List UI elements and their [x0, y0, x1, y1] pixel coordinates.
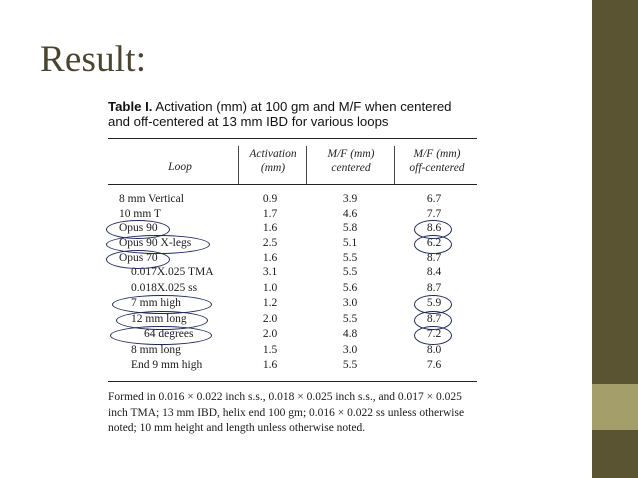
row-activation: 1.6	[262, 359, 278, 371]
row-off-centered: 8.0	[426, 344, 442, 356]
row-loop: 0.017X.025 TMA	[131, 266, 214, 278]
row-activation: 3.1	[262, 266, 278, 278]
table-bottom-rule	[108, 381, 477, 382]
row-off-centered: 7.2	[426, 328, 442, 340]
circle-annotation	[110, 326, 212, 345]
row-off-centered: 8.7	[426, 313, 442, 325]
header-mf-off-centered	[396, 147, 478, 175]
row-off-centered: 7.6	[426, 359, 442, 371]
row-loop: 10 mm T	[119, 208, 161, 220]
row-loop: 8 mm long	[131, 344, 181, 356]
row-activation: 0.9	[262, 193, 278, 205]
row-centered: 3.0	[342, 344, 358, 356]
row-activation: 1.2	[262, 297, 278, 309]
column-divider	[238, 146, 239, 184]
header-mf-centered	[310, 147, 392, 175]
row-loop: Opus 70	[119, 252, 158, 264]
table-caption	[108, 100, 483, 129]
column-divider	[394, 146, 395, 184]
header-mf-off-line2: off-centered	[409, 162, 465, 174]
row-centered: 4.6	[342, 208, 358, 220]
row-centered: 5.5	[342, 359, 358, 371]
table-footnote: Formed in 0.016 × 0.022 inch s.s., 0.018 × 0.025 inch s.s., and 0.017 × 0.025 inch TMA; 13 mm IBD, helix end 100 gm; 0.016 × 0.022 ss unless otherwise noted; 10 mm height and length unless otherwise noted.	[108, 391, 465, 434]
row-off-centered: 6.2	[426, 237, 442, 249]
row-off-centered: 8.4	[426, 266, 442, 278]
slide-sidebar-accent	[592, 384, 638, 430]
row-activation: 1.6	[262, 222, 278, 234]
table-caption-label: Table I.	[108, 99, 153, 114]
header-activation	[240, 147, 306, 175]
header-mf-centered-line2: centered	[331, 162, 371, 174]
row-loop: Opus 90 X-legs	[119, 237, 192, 249]
row-centered: 5.6	[342, 282, 358, 294]
row-activation: 2.5	[262, 237, 278, 249]
row-centered: 5.5	[342, 266, 358, 278]
row-loop: End 9 mm high	[131, 359, 203, 371]
slide-title: Result:	[40, 39, 147, 80]
header-activation-line2: (mm)	[260, 162, 286, 174]
circle-annotation	[414, 235, 452, 254]
column-divider	[306, 146, 307, 184]
header-activation-line1: Activation	[249, 148, 297, 160]
row-centered: 5.5	[342, 313, 358, 325]
row-off-centered: 6.7	[426, 193, 442, 205]
table-header-rule	[108, 184, 477, 185]
row-off-centered: 8.7	[426, 282, 442, 294]
row-loop: 0.018X.025 ss	[131, 282, 198, 294]
header-mf-off-line1: M/F (mm)	[413, 148, 461, 160]
row-loop: 64 degrees	[144, 328, 194, 340]
row-activation: 2.0	[262, 313, 278, 325]
row-off-centered: 8.7	[426, 252, 442, 264]
row-activation: 1.6	[262, 252, 278, 264]
row-centered: 5.1	[342, 237, 358, 249]
row-off-centered: 5.9	[426, 297, 442, 309]
row-loop: 12 mm long	[131, 313, 187, 325]
row-activation: 1.0	[262, 282, 278, 294]
row-activation: 1.5	[262, 344, 278, 356]
header-mf-centered-line1: M/F (mm)	[327, 148, 375, 160]
header-loop: Loop	[168, 161, 192, 173]
row-loop: 8 mm Vertical	[119, 193, 184, 205]
table-caption-line2: and off-centered at 13 mm IBD for various loops	[108, 113, 389, 129]
row-loop: Opus 90	[119, 222, 158, 234]
circle-annotation	[106, 250, 170, 269]
row-centered: 3.9	[342, 193, 358, 205]
row-loop: 7 mm high	[131, 297, 181, 309]
row-activation: 2.0	[262, 328, 278, 340]
row-off-centered: 8.6	[426, 222, 442, 234]
row-centered: 4.8	[342, 328, 358, 340]
row-off-centered: 7.7	[426, 208, 442, 220]
row-centered: 3.0	[342, 297, 358, 309]
circle-annotation	[414, 326, 452, 345]
table-caption-line1: Activation (mm) at 100 gm and M/F when centered	[152, 99, 452, 114]
row-centered: 5.8	[342, 222, 358, 234]
row-activation: 1.7	[262, 208, 278, 220]
row-centered: 5.5	[342, 252, 358, 264]
table-top-rule	[108, 138, 477, 139]
